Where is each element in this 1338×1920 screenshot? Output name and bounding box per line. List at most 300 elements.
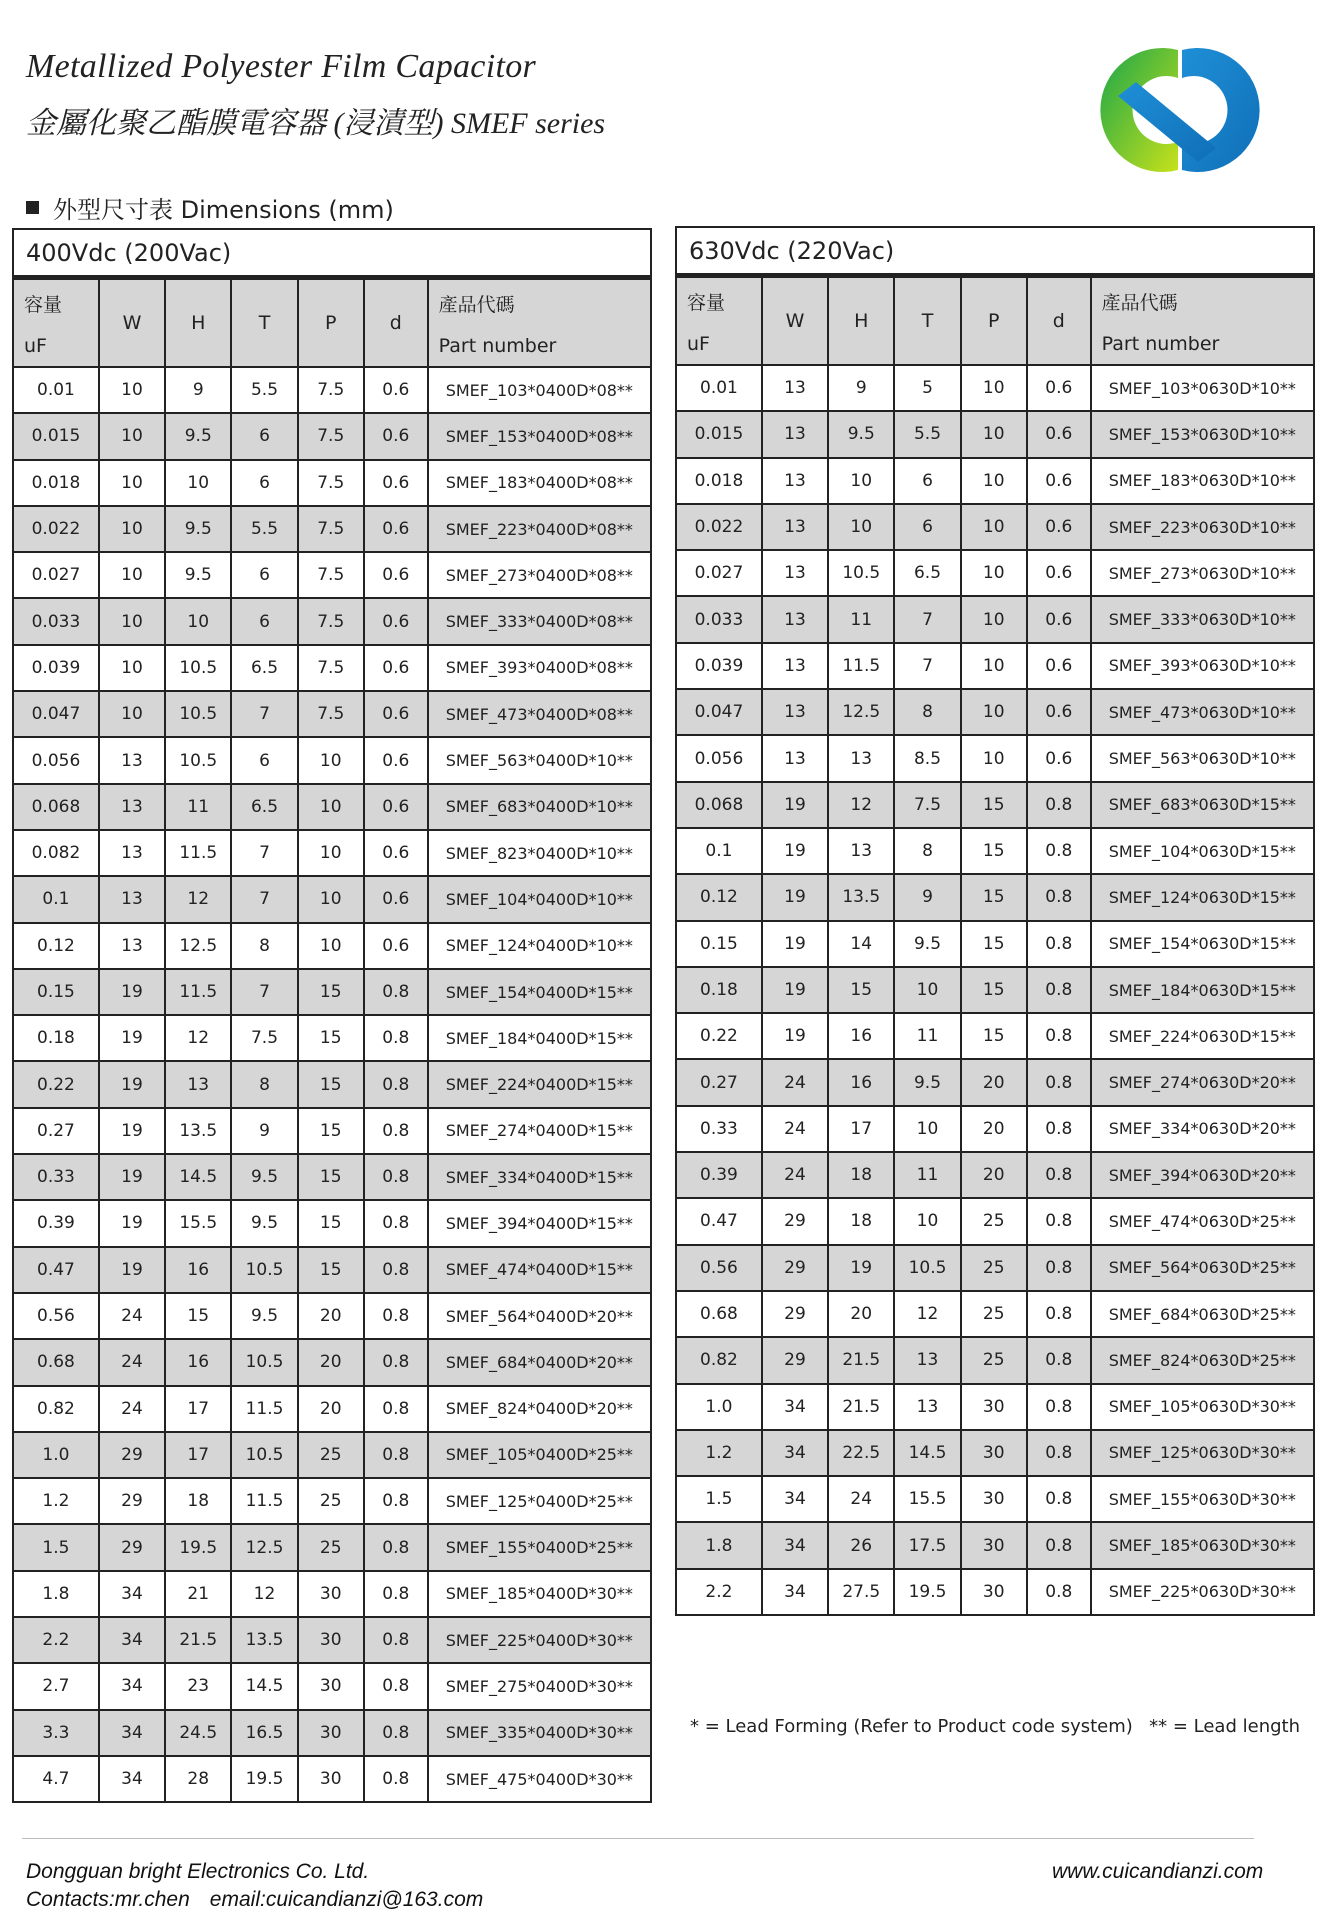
cell-d: 0.6 <box>364 460 428 506</box>
cell-h: 20 <box>828 1291 894 1337</box>
cell-p: 15 <box>961 828 1027 874</box>
cell-d: 0.8 <box>364 1015 428 1061</box>
cell-h: 16 <box>165 1339 231 1385</box>
cell-t: 7.5 <box>894 782 960 828</box>
table-header-row <box>13 279 651 367</box>
cell-p: 15 <box>298 1108 364 1154</box>
table-row <box>676 1522 1314 1568</box>
table-row <box>13 1432 651 1478</box>
cell-p: 10 <box>298 923 364 969</box>
cell-h: 27.5 <box>828 1569 894 1615</box>
cell-p: 10 <box>298 737 364 783</box>
cell-p: 15 <box>298 1061 364 1107</box>
cell-part-number: SMEF_223*0630D*10** <box>1091 504 1314 550</box>
cell-w: 29 <box>99 1524 165 1570</box>
cell-part-number: SMEF_155*0630D*30** <box>1091 1476 1314 1522</box>
cell-capacitance: 0.15 <box>676 921 762 967</box>
cell-w: 19 <box>762 874 828 920</box>
cell-p: 10 <box>961 596 1027 642</box>
cell-capacitance: 0.039 <box>676 643 762 689</box>
cell-w: 34 <box>762 1384 828 1430</box>
cell-h: 11.5 <box>828 643 894 689</box>
cell-capacitance: 2.2 <box>13 1617 99 1663</box>
cell-t: 8 <box>894 828 960 874</box>
table-row <box>676 504 1314 550</box>
cell-t: 13 <box>894 1337 960 1383</box>
cell-part-number: SMEF_335*0400D*30** <box>428 1710 651 1756</box>
cell-p: 10 <box>961 458 1027 504</box>
cell-part-number: SMEF_224*0630D*15** <box>1091 1013 1314 1059</box>
cell-t: 6 <box>231 413 297 459</box>
cell-part-number: SMEF_223*0400D*08** <box>428 506 651 552</box>
footer-contact-name: Contacts:mr.chen <box>26 1888 190 1911</box>
cell-capacitance: 0.047 <box>676 689 762 735</box>
table-body-630v <box>676 365 1314 1615</box>
cell-part-number: SMEF_183*0630D*10** <box>1091 458 1314 504</box>
cell-d: 0.8 <box>1027 782 1091 828</box>
cell-capacitance: 0.027 <box>676 550 762 596</box>
table-row <box>676 782 1314 828</box>
cell-d: 0.8 <box>364 1432 428 1478</box>
cell-h: 10 <box>828 458 894 504</box>
cell-h: 16 <box>165 1247 231 1293</box>
cell-capacitance: 0.027 <box>13 552 99 598</box>
col-header-h: H <box>165 279 231 367</box>
cell-t: 6.5 <box>231 784 297 830</box>
cell-w: 34 <box>99 1710 165 1756</box>
cell-h: 19 <box>828 1245 894 1291</box>
cell-p: 7.5 <box>298 413 364 459</box>
cell-capacitance: 1.0 <box>676 1384 762 1430</box>
table-row <box>676 1198 1314 1244</box>
cell-h: 10.5 <box>165 645 231 691</box>
cell-t: 13 <box>894 1384 960 1430</box>
footnotes <box>690 1716 1300 1737</box>
cell-t: 10 <box>894 967 960 1013</box>
table-row <box>13 1571 651 1617</box>
table-header-row <box>676 277 1314 365</box>
table-row <box>676 1476 1314 1522</box>
cell-h: 13 <box>165 1061 231 1107</box>
table-row <box>13 1200 651 1246</box>
cell-h: 9 <box>828 365 894 411</box>
cell-h: 13.5 <box>165 1108 231 1154</box>
footer-company: Dongguan bright Electronics Co. Ltd. <box>26 1860 370 1883</box>
cell-t: 9.5 <box>894 921 960 967</box>
cell-capacitance: 0.01 <box>676 365 762 411</box>
cell-t: 6 <box>894 504 960 550</box>
cell-p: 15 <box>961 782 1027 828</box>
cell-d: 0.8 <box>1027 1522 1091 1568</box>
cell-d: 0.8 <box>1027 1245 1091 1291</box>
cell-d: 0.8 <box>1027 1059 1091 1105</box>
cell-h: 12 <box>165 876 231 922</box>
cell-w: 24 <box>99 1386 165 1432</box>
cell-p: 20 <box>961 1059 1027 1105</box>
cell-capacitance: 0.33 <box>676 1106 762 1152</box>
cell-d: 0.8 <box>364 1571 428 1617</box>
cell-capacitance: 1.8 <box>13 1571 99 1617</box>
cell-part-number: SMEF_475*0400D*30** <box>428 1756 651 1802</box>
cell-part-number: SMEF_474*0400D*15** <box>428 1247 651 1293</box>
dimensions-table-400v <box>12 228 652 1803</box>
cell-t: 11.5 <box>231 1478 297 1524</box>
cell-h: 10.5 <box>165 691 231 737</box>
cell-part-number: SMEF_823*0400D*10** <box>428 830 651 876</box>
cell-w: 19 <box>762 1013 828 1059</box>
cell-w: 19 <box>762 782 828 828</box>
table-row <box>676 1013 1314 1059</box>
table-title-400v: 400Vdc (200Vac) <box>12 228 652 278</box>
note-lead-forming: * = Lead Forming (Refer to Product code system) <box>690 1716 1133 1737</box>
cell-d: 0.6 <box>1027 365 1091 411</box>
table-row <box>13 784 651 830</box>
cell-t: 10.5 <box>231 1247 297 1293</box>
cell-part-number: SMEF_683*0630D*15** <box>1091 782 1314 828</box>
cell-capacitance: 0.018 <box>13 460 99 506</box>
cell-h: 23 <box>165 1663 231 1709</box>
cell-p: 30 <box>298 1663 364 1709</box>
cell-t: 19.5 <box>231 1756 297 1802</box>
cell-t: 6 <box>231 737 297 783</box>
cell-capacitance: 0.12 <box>676 874 762 920</box>
cell-t: 11 <box>894 1152 960 1198</box>
cell-part-number: SMEF_394*0630D*20** <box>1091 1152 1314 1198</box>
col-header-p: P <box>961 277 1027 365</box>
cell-t: 15.5 <box>894 1476 960 1522</box>
cell-p: 10 <box>961 365 1027 411</box>
cell-h: 13 <box>828 828 894 874</box>
table-row <box>13 598 651 644</box>
cell-d: 0.8 <box>364 1061 428 1107</box>
cell-p: 7.5 <box>298 506 364 552</box>
cell-w: 10 <box>99 506 165 552</box>
cell-t: 8 <box>231 1061 297 1107</box>
cell-h: 9.5 <box>165 552 231 598</box>
table-row <box>13 1478 651 1524</box>
table-row <box>676 874 1314 920</box>
cell-t: 8.5 <box>894 735 960 781</box>
cell-w: 13 <box>762 458 828 504</box>
cell-capacitance: 0.39 <box>676 1152 762 1198</box>
cell-w: 34 <box>99 1571 165 1617</box>
table-row <box>13 969 651 1015</box>
cell-capacitance: 0.015 <box>13 413 99 459</box>
cell-d: 0.6 <box>364 923 428 969</box>
cell-h: 15 <box>828 967 894 1013</box>
cell-h: 9.5 <box>828 411 894 457</box>
cell-h: 15 <box>165 1293 231 1339</box>
cell-capacitance: 0.47 <box>676 1198 762 1244</box>
cell-d: 0.6 <box>364 784 428 830</box>
cell-w: 19 <box>99 1247 165 1293</box>
section-heading <box>26 190 394 225</box>
cell-capacitance: 3.3 <box>13 1710 99 1756</box>
cell-t: 5.5 <box>231 506 297 552</box>
cell-part-number: SMEF_684*0400D*20** <box>428 1339 651 1385</box>
table-row <box>676 550 1314 596</box>
cell-h: 10 <box>828 504 894 550</box>
cell-p: 15 <box>298 1200 364 1246</box>
cell-capacitance: 0.15 <box>13 969 99 1015</box>
cell-w: 34 <box>762 1522 828 1568</box>
cell-capacitance: 1.5 <box>676 1476 762 1522</box>
col-header-t: T <box>231 279 297 367</box>
cell-part-number: SMEF_274*0400D*15** <box>428 1108 651 1154</box>
cell-t: 7 <box>231 830 297 876</box>
cell-w: 19 <box>99 1154 165 1200</box>
cell-part-number: SMEF_185*0630D*30** <box>1091 1522 1314 1568</box>
table-row <box>676 1106 1314 1152</box>
cell-d: 0.8 <box>1027 967 1091 1013</box>
cell-w: 29 <box>762 1245 828 1291</box>
cell-part-number: SMEF_274*0630D*20** <box>1091 1059 1314 1105</box>
cell-capacitance: 0.68 <box>676 1291 762 1337</box>
cell-h: 15.5 <box>165 1200 231 1246</box>
cell-h: 10 <box>165 460 231 506</box>
cell-p: 10 <box>961 504 1027 550</box>
cell-part-number: SMEF_564*0630D*25** <box>1091 1245 1314 1291</box>
table-row <box>13 1386 651 1432</box>
cell-h: 28 <box>165 1756 231 1802</box>
footer-website: www.cuicandianzi.com <box>1052 1860 1264 1883</box>
cell-h: 14.5 <box>165 1154 231 1200</box>
cell-w: 13 <box>99 876 165 922</box>
cell-capacitance: 0.82 <box>13 1386 99 1432</box>
cell-h: 10.5 <box>165 737 231 783</box>
cell-w: 10 <box>99 691 165 737</box>
cell-capacitance: 1.8 <box>676 1522 762 1568</box>
table-row <box>676 596 1314 642</box>
cell-w: 19 <box>99 1108 165 1154</box>
cell-w: 10 <box>99 413 165 459</box>
cell-p: 25 <box>961 1198 1027 1244</box>
cell-part-number: SMEF_224*0400D*15** <box>428 1061 651 1107</box>
cell-p: 7.5 <box>298 691 364 737</box>
cell-t: 9 <box>231 1108 297 1154</box>
cell-h: 21.5 <box>828 1384 894 1430</box>
cell-t: 12 <box>894 1291 960 1337</box>
cell-t: 8 <box>894 689 960 735</box>
cell-p: 15 <box>298 969 364 1015</box>
cell-w: 34 <box>762 1430 828 1476</box>
cell-p: 20 <box>961 1152 1027 1198</box>
table-row <box>676 1291 1314 1337</box>
cell-part-number: SMEF_153*0400D*08** <box>428 413 651 459</box>
cell-p: 7.5 <box>298 367 364 413</box>
cell-part-number: SMEF_124*0630D*15** <box>1091 874 1314 920</box>
cell-w: 19 <box>99 1061 165 1107</box>
cell-p: 15 <box>961 874 1027 920</box>
cell-w: 29 <box>762 1291 828 1337</box>
cell-capacitance: 0.068 <box>676 782 762 828</box>
cell-p: 30 <box>961 1476 1027 1522</box>
cell-w: 13 <box>99 737 165 783</box>
cell-h: 11.5 <box>165 830 231 876</box>
cell-part-number: SMEF_394*0400D*15** <box>428 1200 651 1246</box>
cell-p: 7.5 <box>298 598 364 644</box>
col-header-capacitance: 容量 uF <box>676 277 762 365</box>
cell-h: 10 <box>165 598 231 644</box>
cell-capacitance: 0.1 <box>676 828 762 874</box>
cell-d: 0.8 <box>1027 1476 1091 1522</box>
cell-d: 0.8 <box>364 969 428 1015</box>
cell-w: 19 <box>762 921 828 967</box>
cell-h: 18 <box>828 1198 894 1244</box>
cell-p: 10 <box>961 643 1027 689</box>
cell-d: 0.6 <box>364 830 428 876</box>
cell-h: 11 <box>165 784 231 830</box>
cell-p: 20 <box>298 1386 364 1432</box>
cell-h: 24 <box>828 1476 894 1522</box>
cell-w: 19 <box>762 967 828 1013</box>
cell-d: 0.6 <box>1027 411 1091 457</box>
cell-p: 30 <box>961 1430 1027 1476</box>
cell-capacitance: 0.022 <box>13 506 99 552</box>
cell-d: 0.8 <box>1027 1337 1091 1383</box>
cell-d: 0.8 <box>1027 1569 1091 1615</box>
table-row <box>676 735 1314 781</box>
cell-capacitance: 0.18 <box>13 1015 99 1061</box>
col-header-capacitance: 容量 uF <box>13 279 99 367</box>
cell-w: 19 <box>99 1015 165 1061</box>
cell-d: 0.8 <box>364 1339 428 1385</box>
table-row <box>676 365 1314 411</box>
cell-d: 0.6 <box>1027 458 1091 504</box>
col-header-part-number: 產品代碼 Part number <box>428 279 651 367</box>
cell-capacitance: 0.039 <box>13 645 99 691</box>
cell-t: 9 <box>894 874 960 920</box>
cell-part-number: SMEF_183*0400D*08** <box>428 460 651 506</box>
cell-capacitance: 1.5 <box>13 1524 99 1570</box>
cell-part-number: SMEF_153*0630D*10** <box>1091 411 1314 457</box>
cell-capacitance: 4.7 <box>13 1756 99 1802</box>
cell-d: 0.8 <box>364 1108 428 1154</box>
table-row <box>676 1245 1314 1291</box>
cell-h: 17 <box>165 1432 231 1478</box>
cell-h: 12.5 <box>165 923 231 969</box>
cell-p: 10 <box>961 411 1027 457</box>
col-header-d: d <box>364 279 428 367</box>
cell-h: 14 <box>828 921 894 967</box>
cell-part-number: SMEF_273*0400D*08** <box>428 552 651 598</box>
cell-w: 24 <box>762 1106 828 1152</box>
cell-d: 0.6 <box>364 598 428 644</box>
cell-w: 19 <box>99 1200 165 1246</box>
cell-t: 10.5 <box>231 1339 297 1385</box>
cell-w: 19 <box>762 828 828 874</box>
cell-d: 0.6 <box>364 367 428 413</box>
cell-capacitance: 0.33 <box>13 1154 99 1200</box>
cell-part-number: SMEF_155*0400D*25** <box>428 1524 651 1570</box>
cell-t: 6.5 <box>894 550 960 596</box>
cell-h: 10.5 <box>828 550 894 596</box>
cell-part-number: SMEF_683*0400D*10** <box>428 784 651 830</box>
cell-h: 21.5 <box>828 1337 894 1383</box>
cell-h: 26 <box>828 1522 894 1568</box>
cell-t: 10.5 <box>231 1432 297 1478</box>
cell-p: 30 <box>961 1384 1027 1430</box>
cell-capacitance: 2.7 <box>13 1663 99 1709</box>
cell-part-number: SMEF_393*0630D*10** <box>1091 643 1314 689</box>
cell-part-number: SMEF_124*0400D*10** <box>428 923 651 969</box>
cell-w: 24 <box>762 1152 828 1198</box>
cell-d: 0.6 <box>364 413 428 459</box>
cell-part-number: SMEF_154*0630D*15** <box>1091 921 1314 967</box>
cell-h: 19.5 <box>165 1524 231 1570</box>
cell-d: 0.8 <box>1027 1198 1091 1244</box>
cell-part-number: SMEF_105*0400D*25** <box>428 1432 651 1478</box>
col-header-w: W <box>762 277 828 365</box>
table-row <box>13 1710 651 1756</box>
cell-t: 7 <box>231 876 297 922</box>
page-subtitle: 金屬化聚乙酯膜電容器 (浸漬型) SMEF series <box>26 107 606 140</box>
cell-capacitance: 0.082 <box>13 830 99 876</box>
cell-d: 0.6 <box>1027 504 1091 550</box>
cell-d: 0.6 <box>1027 643 1091 689</box>
cell-h: 17 <box>165 1386 231 1432</box>
cell-p: 30 <box>298 1710 364 1756</box>
cell-p: 25 <box>961 1245 1027 1291</box>
table-row <box>676 1384 1314 1430</box>
cell-h: 18 <box>828 1152 894 1198</box>
cell-d: 0.8 <box>1027 1430 1091 1476</box>
cell-capacitance: 0.68 <box>13 1339 99 1385</box>
table-row <box>676 643 1314 689</box>
table-row <box>13 1154 651 1200</box>
cell-part-number: SMEF_824*0630D*25** <box>1091 1337 1314 1383</box>
cell-w: 13 <box>762 643 828 689</box>
cell-d: 0.8 <box>364 1524 428 1570</box>
cell-w: 19 <box>99 969 165 1015</box>
cell-part-number: SMEF_684*0630D*25** <box>1091 1291 1314 1337</box>
cell-part-number: SMEF_104*0400D*10** <box>428 876 651 922</box>
cell-t: 13.5 <box>231 1617 297 1663</box>
table-row <box>13 460 651 506</box>
cell-p: 15 <box>298 1015 364 1061</box>
cell-p: 25 <box>298 1432 364 1478</box>
table-row <box>676 689 1314 735</box>
cell-p: 15 <box>961 967 1027 1013</box>
cell-h: 21.5 <box>165 1617 231 1663</box>
cell-d: 0.6 <box>1027 596 1091 642</box>
cell-t: 12 <box>231 1571 297 1617</box>
cell-w: 34 <box>99 1756 165 1802</box>
table-row <box>13 830 651 876</box>
cell-h: 16 <box>828 1059 894 1105</box>
cell-t: 9.5 <box>894 1059 960 1105</box>
cell-p: 25 <box>961 1337 1027 1383</box>
table-row <box>676 1569 1314 1615</box>
page-title: Metallized Polyester Film Capacitor <box>26 48 537 85</box>
cell-capacitance: 0.56 <box>676 1245 762 1291</box>
table-row <box>13 552 651 598</box>
footer-email: email:cuicandianzi@163.com <box>209 1888 484 1911</box>
cell-d: 0.6 <box>364 876 428 922</box>
cell-t: 6 <box>231 552 297 598</box>
cell-p: 30 <box>298 1756 364 1802</box>
cell-part-number: SMEF_125*0630D*30** <box>1091 1430 1314 1476</box>
cell-d: 0.8 <box>1027 921 1091 967</box>
cell-part-number: SMEF_103*0630D*10** <box>1091 365 1314 411</box>
cell-h: 9.5 <box>165 506 231 552</box>
table-row <box>676 967 1314 1013</box>
cell-h: 22.5 <box>828 1430 894 1476</box>
cell-d: 0.6 <box>1027 735 1091 781</box>
cell-d: 0.6 <box>1027 550 1091 596</box>
cell-w: 13 <box>762 689 828 735</box>
cell-w: 24 <box>99 1293 165 1339</box>
